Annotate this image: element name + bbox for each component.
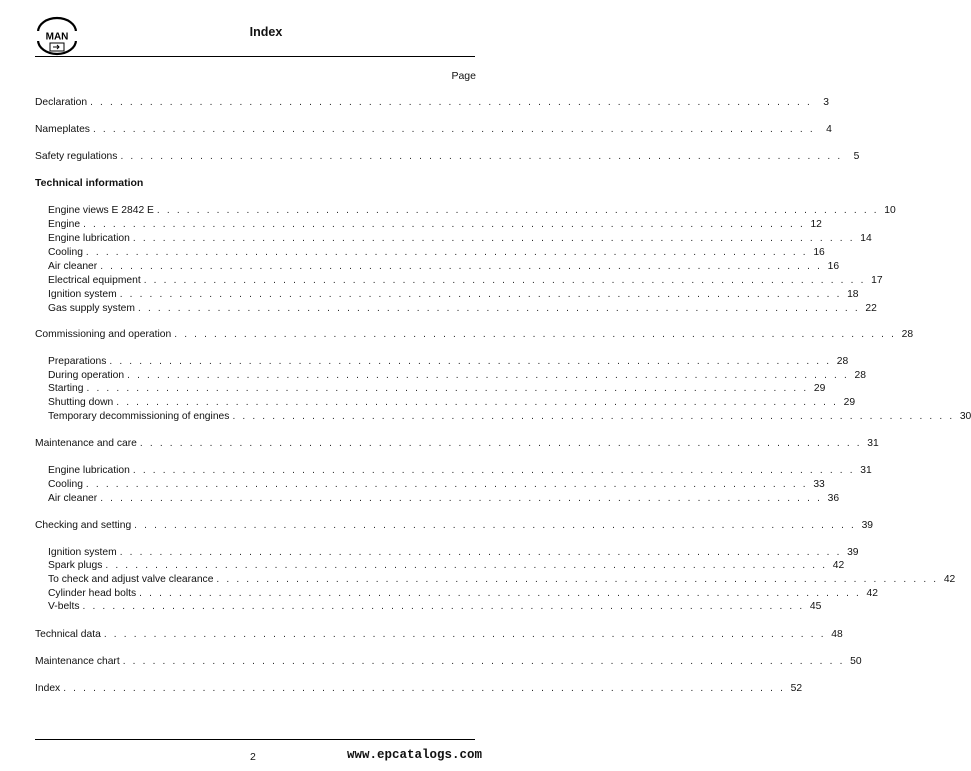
toc-subentry[interactable] — [48, 218, 822, 231]
toc-entry-label: Electrical equipment — [48, 274, 144, 287]
toc-entry-label: Cylinder head bolts — [48, 587, 139, 600]
toc-entry-page: 39 — [861, 520, 874, 531]
toc-entry-page: 29 — [813, 383, 826, 394]
toc-entry-page: 48 — [831, 629, 843, 640]
toc-entry-label: Engine lubrication — [48, 464, 133, 477]
toc-subentry[interactable] — [48, 478, 825, 491]
toc-subentry[interactable] — [48, 587, 879, 600]
toc-entry-label: Preparations — [48, 355, 109, 368]
toc-subentry[interactable] — [48, 274, 883, 287]
toc-entry[interactable] — [35, 437, 879, 450]
toc-entry-page: 50 — [850, 656, 862, 667]
toc-entry-label: Maintenance and care — [35, 437, 140, 450]
toc-entry-page: 16 — [813, 247, 825, 258]
dot-leader: . . . . . . . . . . . . . . . . . . . . . . . . . . . . . . . . . . . . . . . . . . . . . . . . . . . . . . . . . . . . . . . . . . . . . . . . . — [232, 411, 955, 422]
dot-leader: . . . . . . . . . . . . . . . . . . . . . . . . . . . . . . . . . . . . . . . . . . . . . . . . . . . . . . . . . . . . . . . . . . . . . . . . . — [63, 683, 786, 694]
dot-leader: . . . . . . . . . . . . . . . . . . . . . . . . . . . . . . . . . . . . . . . . . . . . . . . . . . . . . . . . . . . . . . . . . . . . . . . . . — [109, 356, 832, 367]
dot-leader: . . . . . . . . . . . . . . . . . . . . . . . . . . . . . . . . . . . . . . . . . . . . . . . . . . . . . . . . . . . . . . . . . . . . . . . . . — [119, 547, 842, 558]
dot-leader: . . . . . . . . . . . . . . . . . . . . . . . . . . . . . . . . . . . . . . . . . . . . . . . . . . . . . . . . . . . . . . . . . . . . . . . . . — [85, 479, 808, 490]
dot-leader: . . . . . . . . . . . . . . . . . . . . . . . . . . . . . . . . . . . . . . . . . . . . . . . . . . . . . . . . . . . . . . . . . . . . . . . . . — [83, 219, 805, 230]
toc-subentry[interactable] — [48, 302, 877, 315]
toc-entry-label: Nameplates — [35, 123, 93, 136]
toc-entry-page: 5 — [853, 151, 860, 162]
toc-subentry[interactable] — [48, 232, 872, 245]
toc-entry-page: 10 — [884, 205, 896, 216]
dot-leader: . . . . . . . . . . . . . . . . . . . . . . . . . . . . . . . . . . . . . . . . . . . . . . . . . . . . . . . . . . . . . . . . . . . . . . . . . — [156, 205, 879, 216]
toc-entry-label: Engine lubrication — [48, 232, 133, 245]
toc-entry[interactable] — [35, 328, 914, 341]
toc-entry-page: 28 — [836, 356, 849, 367]
toc-subentry[interactable] — [48, 492, 840, 505]
toc-entry-page: 42 — [866, 588, 879, 599]
dot-leader: . . . . . . . . . . . . . . . . . . . . . . . . . . . . . . . . . . . . . . . . . . . . . . . . . . . . . . . . . . . . . . . . . . . . . . . . . — [105, 560, 828, 571]
svg-text:MAN: MAN — [45, 31, 69, 43]
toc-entry[interactable] — [35, 519, 874, 532]
toc-entry-page: 16 — [827, 261, 840, 272]
toc-entry-label: Ignition system — [48, 546, 120, 559]
dot-leader: . . . . . . . . . . . . . . . . . . . . . . . . . . . . . . . . . . . . . . . . . . . . . . . . . . . . . . . . . . . . . . . . . . . . . . . . . — [116, 397, 839, 408]
toc-entry-page: 4 — [826, 124, 832, 135]
header-divider — [35, 56, 475, 57]
toc-entry-page: 30 — [959, 411, 971, 422]
toc-entry-label: During operation — [48, 369, 127, 382]
dot-leader: . . . . . . . . . . . . . . . . . . . . . . . . . . . . . . . . . . . . . . . . . . . . . . . . . . . . . . . . . . . . . . . . . . . . . . . . . — [82, 601, 805, 612]
toc-entry-label: Spark plugs — [48, 559, 105, 572]
toc-entry-page: 36 — [827, 493, 840, 504]
dot-leader: . . . . . . . . . . . . . . . . . . . . . . . . . . . . . . . . . . . . . . . . . . . . . . . . . . . . . . . . . . . . . . . . . . . . . . . . . — [139, 438, 862, 449]
dot-leader: . . . . . . . . . . . . . . . . . . . . . . . . . . . . . . . . . . . . . . . . . . . . . . . . . . . . . . . . . . . . . . . . . . . . . . . . . — [103, 629, 826, 640]
toc-subentry[interactable] — [48, 288, 859, 301]
dot-leader: . . . . . . . . . . . . . . . . . . . . . . . . . . . . . . . . . . . . . . . . . . . . . . . . . . . . . . . . . . . . . . . . . . . . . . . . . — [132, 233, 855, 244]
toc-subentry[interactable] — [48, 204, 896, 217]
toc-entry[interactable] — [35, 682, 803, 695]
dot-leader: . . . . . . . . . . . . . . . . . . . . . . . . . . . . . . . . . . . . . . . . . . . . . . . . . . . . . . . . . . . . . . . . . . . . . . . . . — [143, 275, 866, 286]
toc-entry[interactable] — [35, 150, 860, 163]
toc-subentry[interactable] — [48, 600, 822, 613]
toc-subentry[interactable] — [48, 369, 866, 382]
toc-subentry[interactable] — [48, 546, 859, 559]
dot-leader: . . . . . . . . . . . . . . . . . . . . . . . . . . . . . . . . . . . . . . . . . . . . . . . . . . . . . . . . . . . . . . . . . . . . . . . . . — [86, 383, 809, 394]
dot-leader: . . . . . . . . . . . . . . . . . . . . . . . . . . . . . . . . . . . . . . . . . . . . . . . . . . . . . . . . . . . . . . . . . . . . . . . . . — [90, 97, 812, 108]
toc-entry-page: 28 — [854, 370, 866, 381]
toc-subentry[interactable] — [48, 382, 826, 395]
toc-entry-page: 29 — [843, 397, 856, 408]
dot-leader: . . . . . . . . . . . . . . . . . . . . . . . . . . . . . . . . . . . . . . . . . . . . . . . . . . . . . . . . . . . . . . . . . . . . . . . . . — [127, 370, 849, 381]
dot-leader: . . . . . . . . . . . . . . . . . . . . . . . . . . . . . . . . . . . . . . . . . . . . . . . . . . . . . . . . . . . . . . . . . . . . . . . . . — [85, 247, 808, 258]
toc-subentry[interactable] — [48, 246, 825, 259]
toc-entry-label: Air cleaner — [48, 492, 100, 505]
toc-entry-label: Air cleaner — [48, 260, 100, 273]
toc-entry-label: Engine views E 2842 E — [48, 204, 157, 217]
toc-entry-label: Cooling — [48, 246, 86, 259]
dot-leader: . . . . . . . . . . . . . . . . . . . . . . . . . . . . . . . . . . . . . . . . . . . . . . . . . . . . . . . . . . . . . . . . . . . . . . . . . — [134, 520, 857, 531]
toc-subentry[interactable] — [48, 464, 872, 477]
page-title: Index — [249, 25, 283, 39]
toc-entry[interactable] — [35, 655, 862, 668]
toc-entry-label: Maintenance chart — [35, 655, 123, 668]
toc-subentry[interactable] — [48, 559, 845, 572]
dot-leader: . . . . . . . . . . . . . . . . . . . . . . . . . . . . . . . . . . . . . . . . . . . . . . . . . . . . . . . . . . . . . . . . . . . . . . . . . — [100, 261, 823, 272]
toc-entry-page: 28 — [901, 329, 914, 340]
footer-page-number: 2 — [250, 751, 256, 763]
toc-entry[interactable] — [35, 96, 829, 109]
toc-entry-label: Engine — [48, 218, 83, 231]
toc-entry-page: 12 — [810, 219, 822, 230]
dot-leader: . . . . . . . . . . . . . . . . . . . . . . . . . . . . . . . . . . . . . . . . . . . . . . . . . . . . . . . . . . . . . . . . . . . . . . . . . — [122, 656, 845, 667]
toc-entry-label: Commissioning and operation — [35, 328, 174, 341]
dot-leader: . . . . . . . . . . . . . . . . . . . . . . . . . . . . . . . . . . . . . . . . . . . . . . . . . . . . . . . . . . . . . . . . . . . . . . . . . — [119, 289, 842, 300]
toc-entry-label: Starting — [48, 382, 87, 395]
toc-entry-page: 42 — [943, 574, 956, 585]
toc-entry-page: 33 — [813, 479, 825, 490]
dot-leader: . . . . . . . . . . . . . . . . . . . . . . . . . . . . . . . . . . . . . . . . . . . . . . . . . . . . . . . . . . . . . . . . . . . . . . . . . — [139, 588, 862, 599]
dot-leader: . . . . . . . . . . . . . . . . . . . . . . . . . . . . . . . . . . . . . . . . . . . . . . . . . . . . . . . . . . . . . . . . . . . . . . . . . — [174, 329, 897, 340]
toc-entry-label: Index — [35, 682, 63, 695]
toc-entry-label: Declaration — [35, 96, 90, 109]
toc-entry[interactable] — [35, 123, 832, 136]
footer-divider — [35, 739, 475, 740]
dot-leader: . . . . . . . . . . . . . . . . . . . . . . . . . . . . . . . . . . . . . . . . . . . . . . . . . . . . . . . . . . . . . . . . . . . . . . . . . — [100, 493, 823, 504]
toc-entry-page: 31 — [860, 465, 872, 476]
toc-entry-page: 22 — [865, 303, 877, 314]
toc-entry-page: 18 — [847, 289, 859, 300]
toc-entry-page: 42 — [832, 560, 845, 571]
dot-leader: . . . . . . . . . . . . . . . . . . . . . . . . . . . . . . . . . . . . . . . . . . . . . . . . . . . . . . . . . . . . . . . . . . . . . . . . . — [120, 151, 843, 162]
dot-leader: . . . . . . . . . . . . . . . . . . . . . . . . . . . . . . . . . . . . . . . . . . . . . . . . . . . . . . . . . . . . . . . . . . . . . . . . . — [137, 303, 860, 314]
toc-entry-label: V-belts — [48, 600, 82, 613]
toc-subentry[interactable] — [48, 260, 840, 273]
section-heading: Technical information — [35, 177, 144, 189]
toc-subentry[interactable] — [48, 573, 956, 586]
dot-leader: . . . . . . . . . . . . . . . . . . . . . . . . . . . . . . . . . . . . . . . . . . . . . . . . . . . . . . . . . . . . . . . . . . . . . . . . . — [132, 465, 855, 476]
toc-entry-label: Gas supply system — [48, 302, 138, 315]
toc-entry-page: 17 — [871, 275, 883, 286]
toc-subentry[interactable] — [48, 410, 971, 423]
toc-subentry[interactable] — [48, 355, 849, 368]
toc-subentry[interactable] — [48, 396, 856, 409]
toc-entry-label: Ignition system — [48, 288, 120, 301]
dot-leader: . . . . . . . . . . . . . . . . . . . . . . . . . . . . . . . . . . . . . . . . . . . . . . . . . . . . . . . . . . . . . . . . . . . . . . . . . — [92, 124, 815, 135]
toc-entry-page: 14 — [860, 233, 872, 244]
toc-entry-label: Safety regulations — [35, 150, 120, 163]
toc-entry-label: To check and adjust valve clearance — [48, 573, 216, 586]
toc-entry[interactable] — [35, 628, 843, 641]
toc-entry-label: Checking and setting — [35, 519, 134, 532]
toc-entry-page: 52 — [790, 683, 803, 694]
toc-entry-label: Cooling — [48, 478, 86, 491]
page-column-label: Page — [451, 70, 476, 82]
footer-website: www.epcatalogs.com — [346, 748, 482, 762]
toc-entry-page: 31 — [867, 438, 879, 449]
toc-entry-label: Temporary decommissioning of engines — [48, 410, 232, 423]
toc-entry-label: Technical data — [35, 628, 104, 641]
toc-entry-page: 45 — [809, 601, 822, 612]
toc-entry-page: 39 — [847, 547, 859, 558]
dot-leader: . . . . . . . . . . . . . . . . . . . . . . . . . . . . . . . . . . . . . . . . . . . . . . . . . . . . . . . . . . . . . . . . . . . . . . . . . — [216, 574, 939, 585]
toc-entry-label: Shutting down — [48, 396, 116, 409]
toc-entry-page: 3 — [823, 97, 829, 108]
